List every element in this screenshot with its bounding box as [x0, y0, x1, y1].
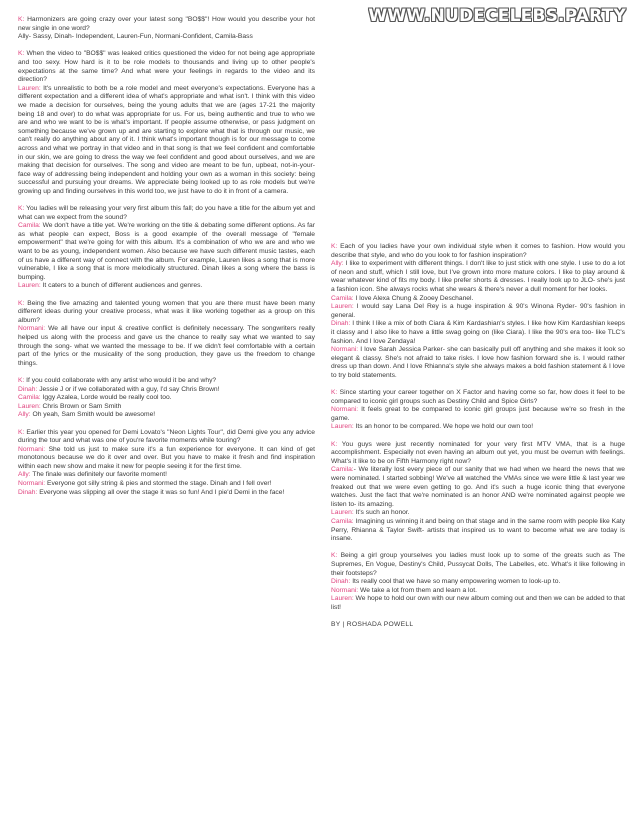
- interview-line: [18, 489, 315, 498]
- right-column: [331, 243, 625, 630]
- line-text: Being a girl group yourselves you ladies must look up to some of the greats such as The Supremes, En Vogue, Destiny's Child, Pussycat Dolls, The Labelles, etc. What's it like following in their footsteps?: [331, 552, 625, 577]
- line-text: We don't have a title yet. We're working on the title & debating some different options. As far as what people can expect, Boss is a good example of the overall message of "female empowerment" that we're going for with this album. It's a combination of who we are and who we want to be as young, independent women. Also because we have such different music tastes, each of us have a different way of connect with the album. For example, Lauren likes a song that is more vulnerable, I like a song that is more melodically structured. Dinah likes a song where the bass is bumping.: [18, 222, 315, 281]
- interview-line: [18, 386, 315, 395]
- speaker-label: K:: [331, 552, 338, 560]
- interview-line: [18, 222, 315, 282]
- interview-line: [18, 394, 315, 403]
- interview-line: [331, 518, 625, 544]
- line-text: I would say Lana Del Rey is a huge inspiration & 90's Winona Ryder- 90's fashion in general.: [331, 303, 625, 319]
- interview-line: [18, 205, 315, 222]
- line-text: Earlier this year you opened for Demi Lovato's "Neon Lights Tour", did Demi give you any advice during the tour and what was one of you're favorite moments while touring?: [18, 428, 315, 445]
- speaker-label: Lauren:: [331, 303, 354, 311]
- line-text: She told us just to make sure it's a fun experience for everyone. It can kind of get monotonous because we do it over and over. But you have to make it fresh and find inspiration within each new show and make it new for people seeing it for the first time.: [18, 445, 315, 470]
- speaker-label: Dinah:: [331, 578, 351, 586]
- left-column: [18, 16, 315, 506]
- line-text: Its an honor to be compared. We hope we hold our own too!: [353, 423, 534, 431]
- interview-line: [331, 406, 625, 423]
- line-text: It caters to a bunch of different audiences and genres.: [40, 282, 203, 290]
- line-text: Its really cool that we have so many empowering women to look-up to.: [350, 578, 561, 586]
- interview-line: [18, 480, 315, 489]
- speaker-label: Normani:: [18, 480, 46, 488]
- line-text: When the video to "BO$$" was leaked critics questioned the video for not being age appropriate and too sexy. How hard is it to be role models to thousands and living up to other people's expectations at the same time? And what were your feelings in regards to the video and its direction?: [18, 50, 315, 84]
- qa-block: [18, 377, 315, 420]
- interview-line: [331, 587, 625, 596]
- interview-line: [18, 282, 315, 291]
- speaker-label: Ally:: [18, 411, 31, 419]
- line-text: I like to experiment with different things. I don't like to just stick with one style. I use to do a lot of neon and stuff, which I still love, but I've grown into more mature colors. I like to play around & wear whatever kind of fits my body. I like prefer shorts & dresses. I really look up to JLO- she's just a fashion icon. She always rocks what she wears & there's never a dull moment for her looks.: [331, 260, 625, 293]
- line-text: You guys were just recently nominated for your very first MTV VMA, that is a huge accomplishment. Especially not even having an album out yet, you must be overrun with feelings. What's it like to be on Fifth Harmony right now?: [331, 440, 625, 465]
- qa-block: [18, 16, 315, 42]
- speaker-label: Normani:: [331, 586, 359, 594]
- line-text: Chris Brown or Sam Smith: [40, 402, 122, 410]
- speaker-label: Camila:: [18, 394, 41, 402]
- line-text: Iggy Azalea, Lorde would be really cool too.: [40, 394, 172, 402]
- qa-block: [18, 429, 315, 498]
- speaker-label: K:: [18, 205, 25, 213]
- speaker-label: Camila:: [331, 518, 354, 525]
- speaker-label: K:: [18, 428, 25, 436]
- speaker-label: Lauren:: [18, 282, 41, 290]
- line-text: We take a lot from them and learn a lot.: [358, 586, 477, 594]
- line-text: We all have our input & creative conflict is definitely necessary. The songwriters really helped us along with the process and gave us the chance to really say what we wanted to say through the song- what we wanted the message to be. If we didn't feel comfortable with a certain part of the lyrics or the musicality of the song production, they gave us the freedom to change things.: [18, 325, 315, 367]
- interview-line: [18, 446, 315, 472]
- line-text: I love Alexa Chung & Zooey Deschanel.: [353, 294, 474, 302]
- line-text: Jessie J or if we collaborated with a guy, I'd say Chris Brown!: [37, 385, 220, 393]
- speaker-label: K:: [18, 299, 25, 307]
- interview-line: [331, 243, 625, 260]
- qa-block: [331, 389, 625, 432]
- qa-block: [18, 300, 315, 369]
- interview-line: [331, 303, 625, 320]
- interview-line: [18, 325, 315, 368]
- speaker-label: Camila:: [18, 222, 41, 230]
- line-text: It's unrealistic to both be a role model and meet everyone's expectations. Everyone has a different expectation and a different idea of what's appropriate and what isn't. I think with this video we made a decision for ourselves, being the young adults that we are (ages 17-21 the majority being 18 and over) to do what was appropriate for us. For us, being authentic and true to who we are and who we want to be is what's important. If people assume otherwise, or pass judgment on something because we've grown up and are starting to explore what that is through our music, we can't really do anything about any of it. I think what's important though is for our message to come across and what we portray in that video and in that song is that we feel confident and comfortable in our skin, we are going to dress the way we feel confident and good about ourselves, and we are making that decision for ourselves. The song and video are meant to be fun, upbeat, not-in-your-face way of addressing being independent and holding your own as a woman in this society: being successful and pursuing your dreams. We appreciate being looked up to as role models but we're growing up and finding ourselves in this world too, we just have to do it in front of a camera.: [18, 84, 315, 195]
- watermark: WWW.NUDECELEBS.PARTY: [368, 6, 626, 26]
- interview-line: [331, 595, 625, 612]
- interview-line: [331, 441, 625, 467]
- interview-line: [18, 471, 315, 480]
- interview-line: [18, 50, 315, 84]
- interview-line: [18, 16, 315, 33]
- speaker-label: K:: [331, 389, 338, 397]
- interview-line: [331, 260, 625, 294]
- line-text: Each of you ladies have your own individual style when it comes to fashion. How would you describe that style, and who do you look to for fashion inspiration?: [331, 243, 625, 259]
- interview-line: [331, 509, 625, 518]
- line-text: You ladies will be releasing your very first album this fall; do you have a title for the album yet and what can we expect from the sound?: [18, 205, 315, 221]
- interview-line: [18, 403, 315, 412]
- line-text: Ally- Sassy, Dinah- Independent, Lauren-Fun, Normani-Confident, Camila-Bass: [18, 33, 253, 41]
- line-text: We hope to hold our own with our new album coming out and then we can be added to that list!: [331, 595, 625, 611]
- speaker-label: Normani:: [331, 346, 359, 354]
- interview-line: [18, 429, 315, 446]
- speaker-label: Lauren:: [18, 402, 41, 410]
- line-text: It feels great to be compared to iconic girl groups just because we're so fresh in the game.: [331, 406, 625, 422]
- qa-block: [331, 441, 625, 544]
- qa-block: [18, 50, 315, 196]
- qa-block: [331, 552, 625, 612]
- speaker-label: K:: [331, 243, 338, 250]
- line-text: Everyone was slipping all over the stage it was so fun! And I pie'd Demi in the face!: [37, 488, 285, 496]
- interview-line: [18, 33, 315, 42]
- interview-line: [18, 85, 315, 197]
- line-text: Being the five amazing and talented young women that you are there must have been many different ideas during your creative process, what was it like working together as a group on this album?: [18, 299, 315, 324]
- line-text: Harmonizers are going crazy over your latest song "BO$$"! How would you describe your hot new single in one word?: [18, 16, 315, 32]
- speaker-label: Camila:: [331, 466, 354, 474]
- interview-line: [18, 411, 315, 420]
- line-text: If you could collaborate with any artist who would it be and why?: [24, 376, 217, 384]
- line-text: I think I like a mix of both Ciara & Kim Kardashian's styles. I like how Kim Kardashian keeps it classy and I also like to have a little swag going on (like Ciara). I like the 90's era too- like TLC's fashion. And I love Zendaya!: [331, 320, 625, 345]
- interview-line: [331, 578, 625, 587]
- interview-line: [331, 423, 625, 432]
- speaker-label: K:: [18, 376, 25, 384]
- speaker-label: Lauren:: [18, 84, 41, 92]
- speaker-label: Lauren:: [331, 509, 354, 517]
- byline: BY | ROSHADA POWELL: [331, 621, 414, 629]
- speaker-label: Normani:: [331, 406, 359, 414]
- interview-line: [331, 466, 625, 509]
- speaker-label: Normani:: [18, 325, 46, 333]
- speaker-label: Lauren:: [331, 595, 354, 603]
- speaker-label: Ally:: [18, 471, 31, 479]
- interview-line: [18, 377, 315, 386]
- interview-line: [331, 320, 625, 346]
- line-text: It's such an honor.: [353, 509, 410, 517]
- speaker-label: Camila:: [331, 294, 354, 302]
- interview-line: [331, 295, 625, 304]
- line-text: Imagining us winning it and being on that stage and in the same room with people like Katy Perry, Rhianna & Taylor Swift- artists that inspired us to want to become what we are today is insane.: [331, 518, 625, 543]
- qa-block: [331, 243, 625, 381]
- speaker-label: K:: [18, 50, 25, 58]
- line-text: I love Sarah Jessica Parker- she can basically pull off anything and she makes it look so elegant & classy. She's not afraid to take risks. I love how fashion forward she is. I would rather dress up than down. And I love Rhianna's style she always makes a bold fashion statement & I love to try bold statements.: [331, 346, 625, 379]
- qa-block: [18, 205, 315, 291]
- speaker-label: Lauren:: [331, 423, 354, 431]
- line-text: Since starting your career together on X Factor and having come so far, how does it feel to be compared to iconic girl groups such as Destiny Child and Spice Girls?: [331, 389, 625, 405]
- interview-line: [331, 552, 625, 578]
- line-text: The finale was definitely our favorite moment!: [30, 471, 167, 479]
- interview-line: [331, 346, 625, 380]
- speaker-label: Dinah:: [18, 488, 38, 496]
- speaker-label: Dinah:: [331, 320, 351, 328]
- speaker-label: Normani:: [18, 445, 46, 453]
- interview-line: [18, 300, 315, 326]
- speaker-label: Dinah:: [18, 385, 38, 393]
- line-text: - We literally lost every piece of our sanity that we had when we heard the news that we were nominated. I started sobbing! We've all watched the VMAs since we were little & last year we freaked out that we were even getting to go. And it's such a huge iconic thing that everyone watches. Just the fact that we're nominated is an honor AND we're nominated against people we listen to- its amazing.: [331, 466, 625, 508]
- speaker-label: Ally:: [331, 260, 344, 268]
- speaker-label: K:: [331, 440, 338, 448]
- speaker-label: K:: [18, 16, 25, 23]
- line-text: Oh yeah, Sam Smith would be awesome!: [30, 411, 156, 419]
- line-text: Everyone got silly string & pies and stormed the stage. Dinah and I fell over!: [45, 480, 272, 488]
- interview-line: [331, 389, 625, 406]
